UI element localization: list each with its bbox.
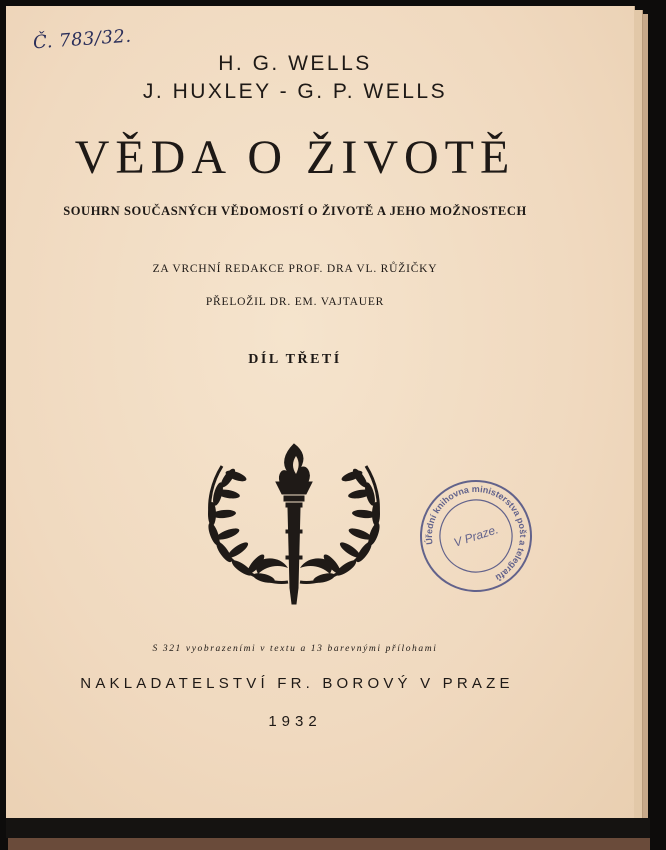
translator-credit: PŘELOŽIL DR. EM. VAJTAUER	[205, 296, 385, 308]
volume-label: DÍL TŘETÍ	[248, 352, 342, 367]
publisher-name: NAKLADATELSTVÍ FR. BOROVÝ V PRAZE	[80, 675, 514, 692]
stamp-center-text: V Praze.	[451, 522, 501, 550]
illustrations-note: S 321 vyobrazeními v textu a 13 barevnými přílohami	[152, 644, 438, 654]
torch-with-laurel-wreath-icon	[198, 438, 390, 608]
bottom-shadow	[6, 818, 650, 838]
author-line-2: J. HUXLEY - G. P. WELLS	[142, 80, 448, 103]
stamp-outer-text: Úřední knihovna ministerstva pošt a telegrafů	[423, 483, 529, 583]
page-edge	[634, 10, 643, 820]
book-title: VĚDA O ŽIVOTĚ	[74, 131, 516, 184]
cover-edge	[8, 838, 650, 850]
library-stamp-icon	[418, 478, 534, 594]
editor-credit: ZA VRCHNÍ REDAKCE PROF. DRA VL. RŮŽIČKY	[152, 263, 438, 275]
publication-year: 1932	[268, 713, 322, 730]
author-line-1: H. G. WELLS	[218, 52, 372, 75]
title-page	[6, 6, 635, 818]
page-edge-back	[643, 14, 648, 822]
book-subtitle: SOUHRN SOUČASNÝCH VĚDOMOSTÍ O ŽIVOTĚ A JEHO MOŽNOSTECH	[63, 204, 527, 218]
handwritten-catalog-number: Č. 783/32.	[32, 25, 133, 54]
